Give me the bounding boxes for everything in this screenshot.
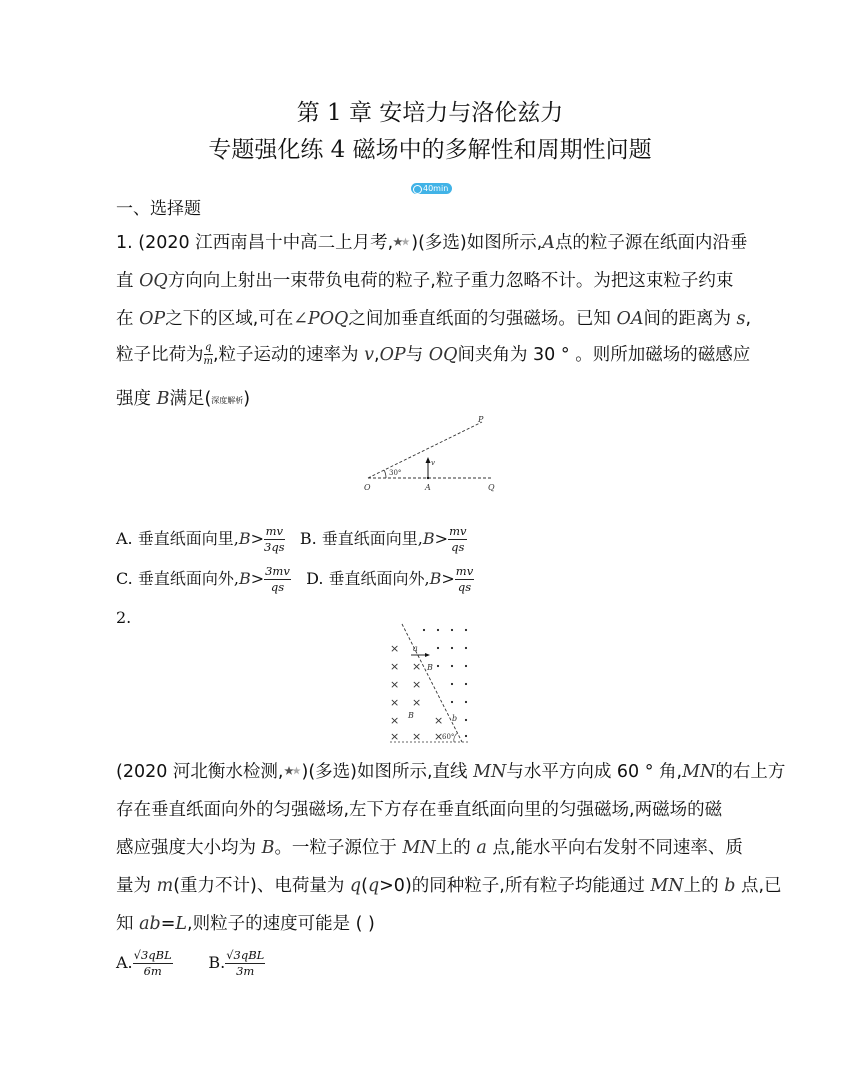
label-a: A [425,483,431,492]
out-of-page-dot [465,683,467,685]
out-of-page-dot [465,719,467,721]
q1-line-4: 粒子比荷为 $\frac{q}{m}$ ,粒子运动的速率为 v,OP与 OQ间夹角为 30 ° 。则所加磁场的磁感应 [116,342,751,367]
deep-analysis-tag: 深度解析 [211,396,244,405]
q2-line-1: (2020 河北衡水检测, )(多选)如图所示,直线 MN与水平方向成 60 ° 角,MN的右上方 [116,762,786,782]
q2-option-a[interactable]: A. $\frac{\text{√3qBL}}{6m}$ [116,948,172,978]
out-of-page-dot [423,629,425,631]
time-badge [411,176,452,195]
out-of-page-dot [451,701,453,703]
into-page-cross: × [390,714,400,727]
q1-option-cd-row [116,566,474,593]
label-b: b [452,714,458,723]
q2-figure [380,620,480,746]
out-of-page-dot [451,647,453,649]
into-page-cross: × [412,730,422,743]
crosses-field [390,642,443,743]
q2-number: 2. [116,608,132,627]
out-of-page-dot [451,665,453,667]
into-page-cross: × [390,730,400,743]
clock-icon: 40min [411,183,452,194]
into-page-cross: × [434,714,444,727]
out-of-page-dot [437,647,439,649]
q1-figure [360,410,500,498]
difficulty-star-icon [284,765,302,777]
q1-option-c[interactable]: C. 垂直纸面向外,B> $\frac{3mv}{qs}$ [116,564,290,594]
ray-op [368,422,482,478]
velocity-arrowhead [426,457,431,463]
q1-option-d[interactable]: D. 垂直纸面向外,B> $\frac{mv}{qs}$ [306,564,474,594]
out-of-page-dot [465,735,467,737]
q1-option-ab-row [116,526,467,553]
out-of-page-dot [451,629,453,631]
out-of-page-dot [465,647,467,649]
q1-line-5: 强度 B满足(深度解析) [116,389,251,409]
q2-line-2: 存在垂直纸面向外的匀强磁场,左下方存在垂直纸面向里的匀强磁场,两磁场的磁 [116,800,723,820]
q2-line-5: 知 ab=L,则粒子的速度可能是 ( ) [116,914,375,934]
out-of-page-dot [451,683,453,685]
line-mn [402,624,462,742]
into-page-cross: × [412,696,422,709]
q2-option-b[interactable]: B. $\frac{\text{√3qBL}}{3m}$ [208,948,265,978]
q1-option-a[interactable]: A. 垂直纸面向里,B> $\frac{mv}{3qs}$ [116,524,285,554]
label-b-field-lower: B [408,711,414,720]
q2-line-4: 量为 m(重力不计)、电荷量为 q(q>0)的同种粒子,所有粒子均能通过 MN上的 b 点,已 [116,876,782,896]
q1-option-b[interactable]: B. 垂直纸面向里,B> $\frac{mv}{qs}$ [299,524,467,554]
into-page-cross: × [390,696,400,709]
q1-line-3: 在 OP之下的区域,可在∠POQ之间加垂直纸面的匀强磁场。已知 OA间的距离为 s, [116,309,752,329]
label-p: P [478,415,484,424]
into-page-cross: × [390,642,400,655]
dots-field [423,629,467,737]
label-a: a [413,644,418,653]
into-page-cross: × [390,678,400,691]
label-q: Q [488,483,495,492]
label-v: v [431,459,435,467]
q2-option-row [116,950,265,977]
label-60-degree: 60° [442,733,455,741]
q1-line-2: 直 OQ方向向上射出一束带负电荷的粒子,粒子重力忽略不计。为把这束粒子约束 [116,271,734,291]
q2-line-3: 感应强度大小均为 B。一粒子源位于 MN上的 a 点,能水平向右发射不同速率、质 [116,838,743,858]
out-of-page-dot [465,665,467,667]
label-30-degree: 30° [389,469,402,477]
difficulty-star-icon [393,236,411,248]
charge-mass-ratio: $\frac{q}{m}$ [203,342,213,367]
out-of-page-dot [465,701,467,703]
angle-arc [384,470,386,478]
q1-line-1: 1. (2020 江西南昌十中高二上月考, )(多选)如图所示,A点的粒子源在纸面内沿垂 [116,233,748,253]
section-heading: 一、选择题 [116,199,201,219]
chapter-title: 第 1 章 安培力与洛伦兹力 [296,100,564,126]
label-b-field-upper: B [427,663,433,672]
label-o: O [364,483,371,492]
out-of-page-dot [465,629,467,631]
into-page-cross: × [390,660,400,673]
emission-arrowhead [425,653,430,657]
out-of-page-dot [437,629,439,631]
point-a [427,477,429,479]
section-title: 专题强化练 4 磁场中的多解性和周期性问题 [208,137,652,163]
out-of-page-dot [437,665,439,667]
into-page-cross: × [412,678,422,691]
into-page-cross: × [412,660,422,673]
into-page-cross: × [434,730,444,743]
